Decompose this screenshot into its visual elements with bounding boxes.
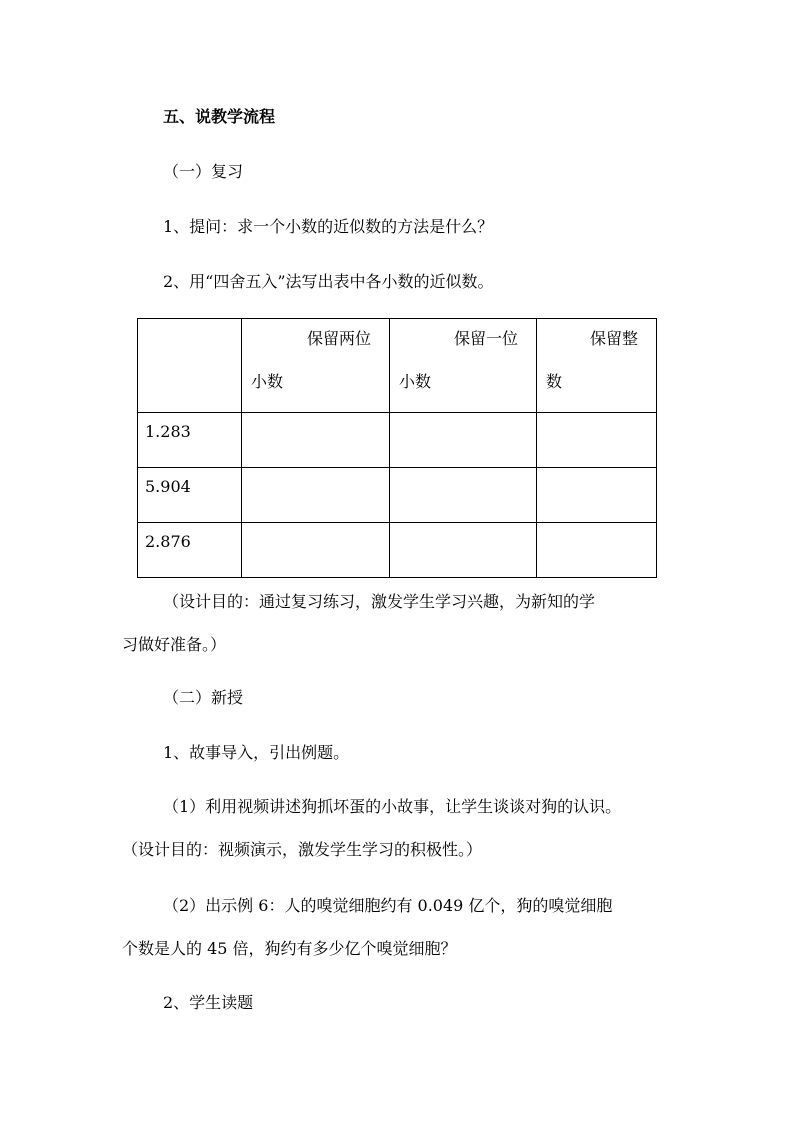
new-lesson-heading: （二）新授 — [163, 688, 244, 707]
review-purpose-line2: 习做好准备。） — [122, 635, 227, 654]
table-row-value — [138, 413, 242, 468]
review-task: 2、用“四舍五入”法写出表中各小数的近似数。 — [163, 272, 494, 291]
answer-cell — [390, 413, 537, 468]
review-question: 1、提问：求一个小数的近似数的方法是什么？ — [163, 217, 494, 236]
section-title: 五、说教学流程 — [163, 107, 276, 126]
review-heading: （一）复习 — [163, 162, 244, 181]
answer-cell — [537, 523, 657, 578]
table-row — [138, 413, 657, 468]
video-step-line2: （设计目的：视频演示，激发学生学习的积极性。） — [122, 840, 483, 859]
answer-cell — [390, 523, 537, 578]
answer-cell — [242, 413, 390, 468]
answer-cell — [242, 523, 390, 578]
example-line2: 个数是人的 45 倍，狗约有多少亿个嗅觉细胞？ — [122, 939, 457, 958]
table-row — [138, 468, 657, 523]
story-intro: 1、故事导入，引出例题。 — [163, 743, 350, 762]
table-row — [138, 523, 657, 578]
answer-cell — [537, 413, 657, 468]
table-corner-cell — [138, 319, 242, 413]
approximation-table — [137, 318, 657, 578]
decimal-value: 1.283 — [145, 422, 191, 441]
header-label-line2: 数 — [546, 372, 563, 391]
example-line1: （2）出示例 6：人的嗅觉细胞约有 0.049 亿个，狗的嗅觉细胞 — [163, 896, 613, 915]
decimal-value: 2.876 — [145, 532, 191, 551]
review-purpose-line1: （设计目的：通过复习练习，激发学生学习兴趣，为新知的学 — [163, 592, 596, 611]
header-two-decimal — [242, 319, 390, 413]
read-problem: 2、学生读题 — [163, 993, 254, 1012]
answer-cell — [390, 468, 537, 523]
answer-cell — [537, 468, 657, 523]
header-label-line1: 保留整 — [589, 329, 638, 348]
table-row-value — [138, 523, 242, 578]
header-integer — [537, 319, 657, 413]
video-step-line1: （1）利用视频讲述狗抓坏蛋的小故事，让学生谈谈对狗的认识。 — [163, 797, 622, 816]
header-one-decimal — [390, 319, 537, 413]
decimal-value: 5.904 — [145, 477, 191, 496]
header-label-line2: 小数 — [399, 372, 432, 391]
header-label-line2: 小数 — [251, 372, 284, 391]
header-label-line1: 保留一位 — [453, 329, 518, 348]
table-row-value — [138, 468, 242, 523]
answer-cell — [242, 468, 390, 523]
table-header-row — [138, 319, 657, 413]
header-label-line1: 保留两位 — [306, 329, 371, 348]
